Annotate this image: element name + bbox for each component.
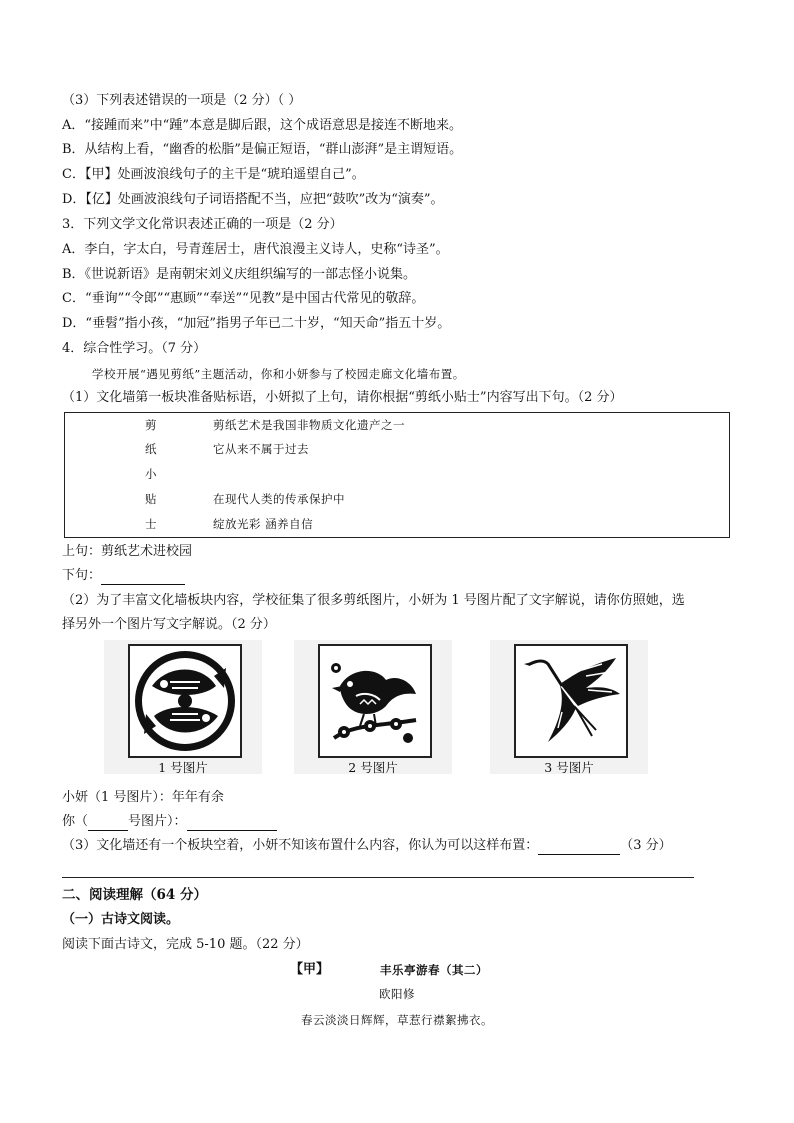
lower-line-row [62,567,185,585]
papercut-tips-box [64,412,730,538]
xiaoyan-answer: 小妍（1 号图片）：年年有余 [62,790,224,805]
tip-text: 绽放光彩 涵养自信 [213,517,314,531]
answer-divider-line [62,877,694,878]
lower-line-label: 下句： [62,568,102,583]
layout-blank[interactable] [538,840,620,855]
crane-papercut-icon [514,644,628,758]
tip-char: 小 [145,467,157,481]
section2-subtitle: （一）古诗文阅读。 [62,912,180,927]
tip-text: 在现代人类的传承保护中 [213,492,345,506]
image-caption: 2 号图片 [348,760,398,775]
tip-text: 它从来不属于过去 [213,442,309,456]
q4-part2-line1: （2）为了丰富文化墙板块内容，学校征集了很多剪纸图片，小妍为 1 号图片配了文字解说，请你仿照她，选 [62,593,685,608]
q3b-option-b: B．《世说新语》是南朝宋刘义庆组织编写的一部志怪小说集。 [62,267,417,282]
lower-line-blank[interactable] [101,570,185,585]
papercut-image-1 [104,640,262,774]
image-caption: 3 号图片 [544,760,594,775]
poem-line: 春云淡淡日辉辉，草惹行襟絮拂衣。 [301,1013,493,1027]
q4-part3-score: （3 分） [620,838,672,853]
tip-char: 剪 [145,418,157,432]
your-answer-row [62,813,277,831]
papercut-image-3 [490,640,648,774]
poem-author: 欧阳修 [379,987,415,1001]
q3b-option-d: D．“垂髫”指小孩，“加冠”指男子年已二十岁，“知天命”指五十岁。 [62,316,451,331]
q3-stem: （3）下列表述错误的一项是（2 分）（ ） [62,93,302,108]
section2-instruction: 阅读下面古诗文，完成 5-10 题。（22 分） [62,937,309,952]
poem-tag: 【甲】 [290,962,330,977]
upper-line: 上句：剪纸艺术进校园 [62,544,193,559]
tip-char: 贴 [145,492,157,506]
tip-char: 士 [145,517,157,531]
q3b-option-c: C．“垂询”“令郎”“惠顾”“奉送”“见教”是中国古代常见的敬辞。 [62,291,425,306]
caption-blank[interactable] [187,816,277,831]
image-number-blank[interactable] [88,816,128,831]
poem-title: 丰乐亭游春（其二） [380,963,488,977]
your-answer-prefix: 你（ [62,814,89,829]
tip-text: 剪纸艺术是我国非物质文化遗产之一 [213,418,405,432]
q4-part3: （3）文化墙还有一个板块空着，小妍不知该布置什么内容，你认为可以这样布置： [62,838,539,853]
tip-char: 纸 [145,442,157,456]
q3b-stem: 3．下列文学文化常识表述正确的一项是（2 分） [62,217,343,232]
your-answer-mid: 号图片）： [128,814,187,829]
q4-stem: 4．综合性学习。（7 分） [62,341,207,356]
q4-intro: 学校开展“遇见剪纸”主题活动，你和小妍参与了校园走廊文化墙布置。 [92,367,465,381]
q3-option-d: D．【亿】处画波浪线句子词语搭配不当，应把“鼓吹”改为“演奏”。 [62,192,444,207]
q4-part3-row [62,837,672,855]
q3b-option-a: A．李白，字太白，号青莲居士，唐代浪漫主义诗人，史称“诗圣”。 [62,242,449,257]
section2-title: 二、阅读理解（64 分） [62,887,207,903]
papercut-image-2 [294,640,452,774]
q4-part1: （1）文化墙第一板块准备贴标语，小妍拟了上句，请你根据“剪纸小贴士”内容写出下句。（2 分） [62,390,623,405]
q3-option-c: C．【甲】处画波浪线句子的主干是“琥珀遥望自己”。 [62,167,365,182]
q3-option-b: B．从结构上看，“幽香的松脂”是偏正短语，“群山澎湃”是主谓短语。 [62,142,463,157]
q3-option-a: A．“接踵而来”中“踵”本意是脚后跟，这个成语意思是接连不断地来。 [62,118,462,133]
image-caption: 1 号图片 [158,760,208,775]
bird-on-plum-papercut-icon [318,644,432,758]
q4-part2-line2: 择另外一个图片写文字解说。（2 分） [62,617,276,632]
double-fish-papercut-icon [128,644,242,758]
